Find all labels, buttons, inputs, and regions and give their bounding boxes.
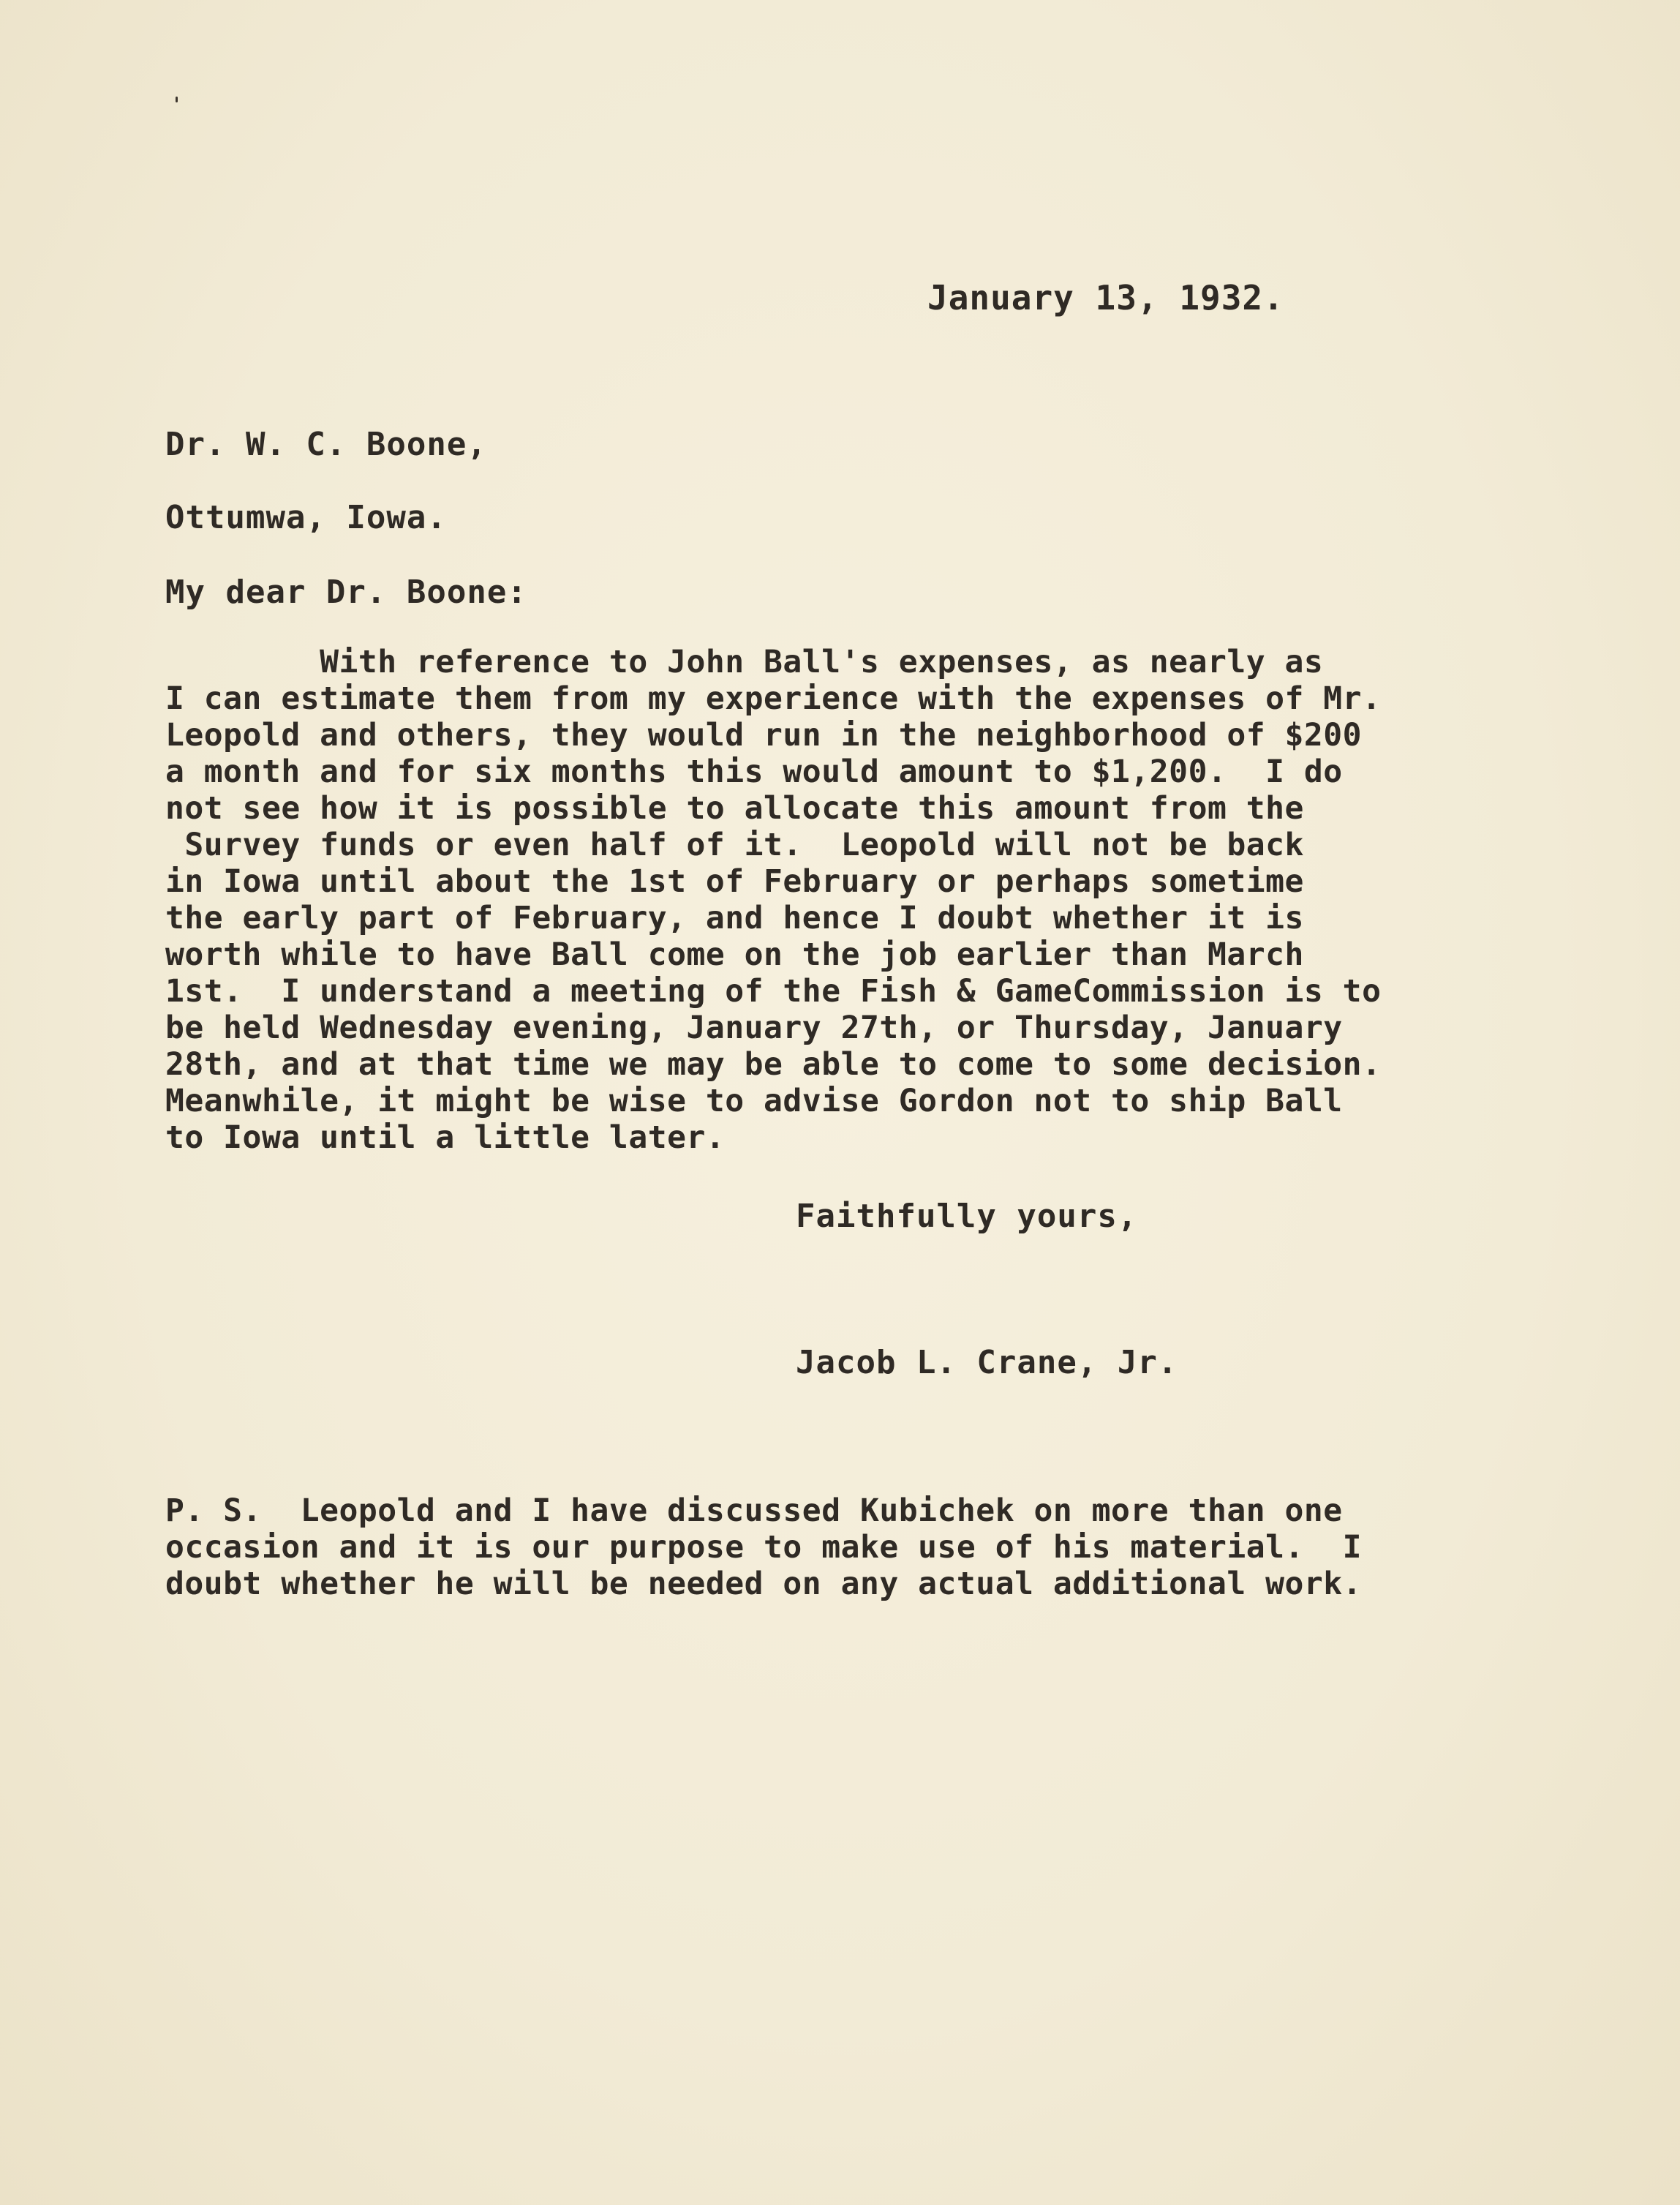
postscript <box>165 1492 1362 1602</box>
postscript-line: P. S. Leopold and I have discussed Kubichek on more than one <box>165 1492 1343 1529</box>
body-line: 28th, and at that time we may be able to come to some decision. <box>165 1046 1382 1083</box>
paper-speck <box>176 97 178 102</box>
body-line: be held Wednesday evening, January 27th, or Thursday, January <box>165 1010 1343 1046</box>
letter-body <box>165 644 1381 1156</box>
body-line: Meanwhile, it might be wise to advise Gordon not to ship Ball <box>165 1083 1343 1119</box>
body-line: to Iowa until a little later. <box>165 1119 726 1156</box>
recipient-name: Dr. W. C. Boone, <box>165 426 487 463</box>
postscript-line: doubt whether he will be needed on any actual additional work. <box>165 1566 1363 1602</box>
signature-name: Jacob L. Crane, Jr. <box>796 1344 1178 1381</box>
body-line: I can estimate them from my experience with the expenses of Mr. <box>165 680 1382 717</box>
body-line: the early part of February, and hence I doubt whether it is <box>165 900 1304 936</box>
letter-date: January 13, 1932. <box>927 278 1284 318</box>
postscript-line: occasion and it is our purpose to make use of his material. I <box>165 1529 1363 1566</box>
body-line: in Iowa until about the 1st of February or perhaps sometime <box>165 863 1304 900</box>
body-line: Leopold and others, they would run in the neighborhood of $200 <box>165 717 1363 754</box>
body-line: not see how it is possible to allocate this amount from the <box>165 790 1304 827</box>
recipient-location: Ottumwa, Iowa. <box>165 499 447 536</box>
body-line: With reference to John Ball's expenses, as nearly as <box>165 644 1324 680</box>
body-line: Survey funds or even half of it. Leopold will not be back <box>165 827 1304 863</box>
body-line: 1st. I understand a meeting of the Fish & GameCommission is to <box>165 973 1382 1010</box>
body-line: worth while to have Ball come on the job earlier than March <box>165 936 1304 973</box>
complimentary-close: Faithfully yours, <box>796 1198 1138 1235</box>
salutation: My dear Dr. Boone: <box>165 574 527 611</box>
body-line: a month and for six months this would amount to $1,200. I do <box>165 754 1343 790</box>
